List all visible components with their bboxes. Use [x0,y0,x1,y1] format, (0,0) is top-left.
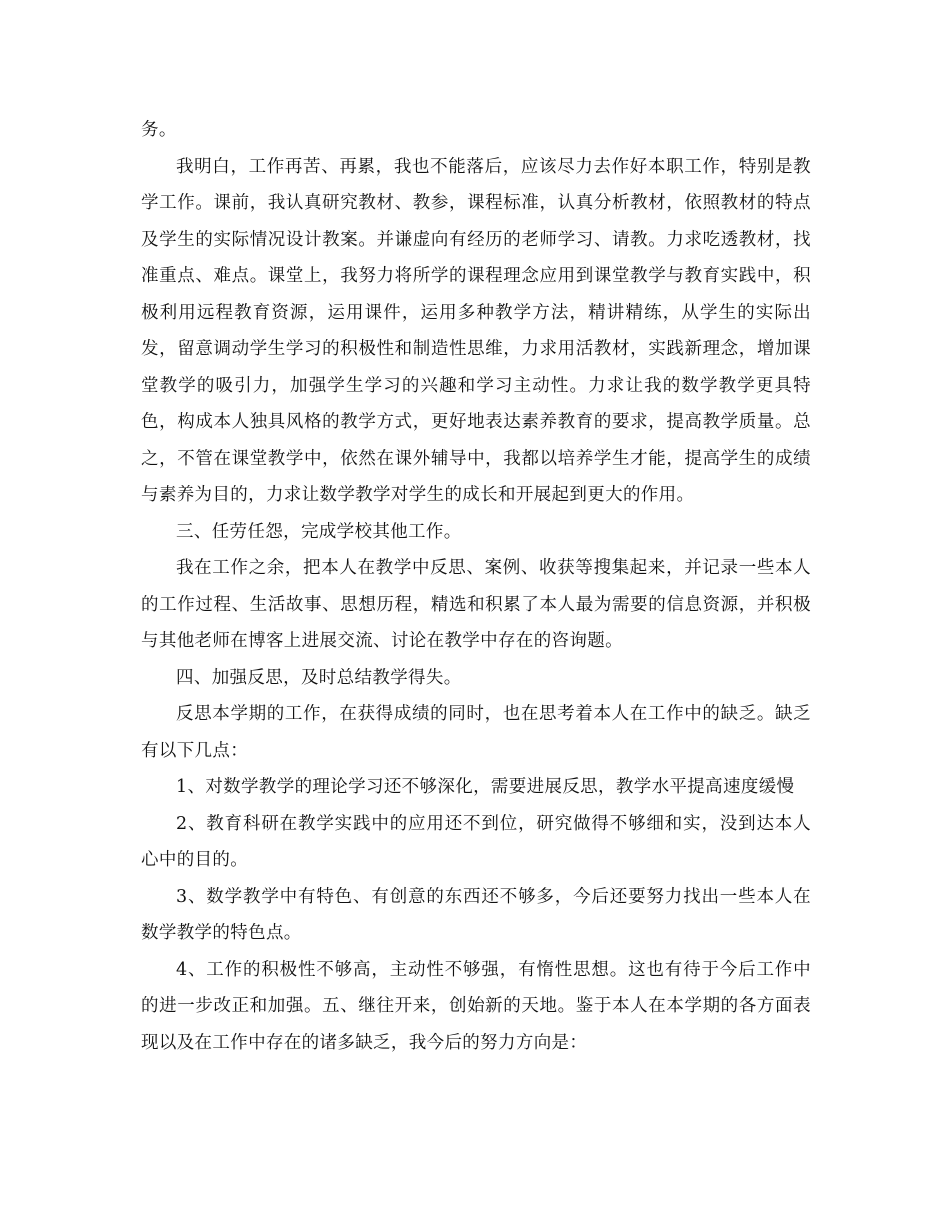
paragraph-reflection: 反思本学期的工作，在获得成绩的同时，也在思考着本人在工作中的缺乏。缺乏有以下几点： [141,704,811,761]
section-heading-three: 三、任劳任怨，完成学校其他工作。 [176,521,462,542]
paragraph-teaching-work: 我明白，工作再苦、再累，我也不能落后，应该尽力去作好本职工作，特别是教学工作。课前，我认真研究教材、教参，课程标准，认真分析教材，依照教材的特点及学生的实际情况设计教案。并谦虚向有经历的老师学习、请教。力求吃透教材，找准重点、难点。课堂上，我努力将所学的课程理念应用到课堂教学与教育实践中，积极利用远程教育资源，运用课件，运用多种教学方法，精讲精练，从学生的实际出发，留意调动学生学习的积极性和制造性思维，力求用活教材，实践新理念，增加课堂教学的吸引力，加强学生学习的兴趣和学习主动性。力求让我的数学教学更具特色，构成本人独具风格的教学方式，更好地表达素养教育的要求，提高教学质量。总之，不管在课堂教学中，依然在课外辅导中，我都以培养学生才能，提高学生的成绩与素养为目的，力求让数学教学对学生的成长和开展起到更大的作用。 [141,156,811,505]
list-item-2: 2、教育科研在教学实践中的应用还不到位，研究做得不够细和实，没到达本人心中的目的。 [141,813,811,870]
list-item-4: 4、工作的积极性不够高，主动性不够强，有惰性思想。这也有待于今后工作中的进一步改正和加强。五、继往开来，创始新的天地。鉴于本人在本学期的各方面表现以及在工作中存在的诸多缺乏，我今后的努力方向是： [141,959,811,1053]
paragraph-continuation: 务。 [141,120,177,140]
list-item-3: 3、数学教学中有特色、有创意的东西还不够多，今后还要努力找出一些本人在数学教学的特色点。 [141,886,811,943]
section-heading-four: 四、加强反思，及时总结教学得失。 [176,667,462,688]
list-item-1: 1、对数学教学的理论学习还不够深化，需要进展反思，教学水平提高速度缓慢 [176,777,795,797]
paragraph-resource-collection: 我在工作之余，把本人在教学中反思、案例、收获等搜集起来，并记录一些本人的工作过程、生活故事、思想历程，精选和积累了本人最为需要的信息资源，并积极与其他老师在博客上进展交流、讨论在教学中存在的咨询题。 [141,558,811,651]
document-body [141,112,811,1061]
